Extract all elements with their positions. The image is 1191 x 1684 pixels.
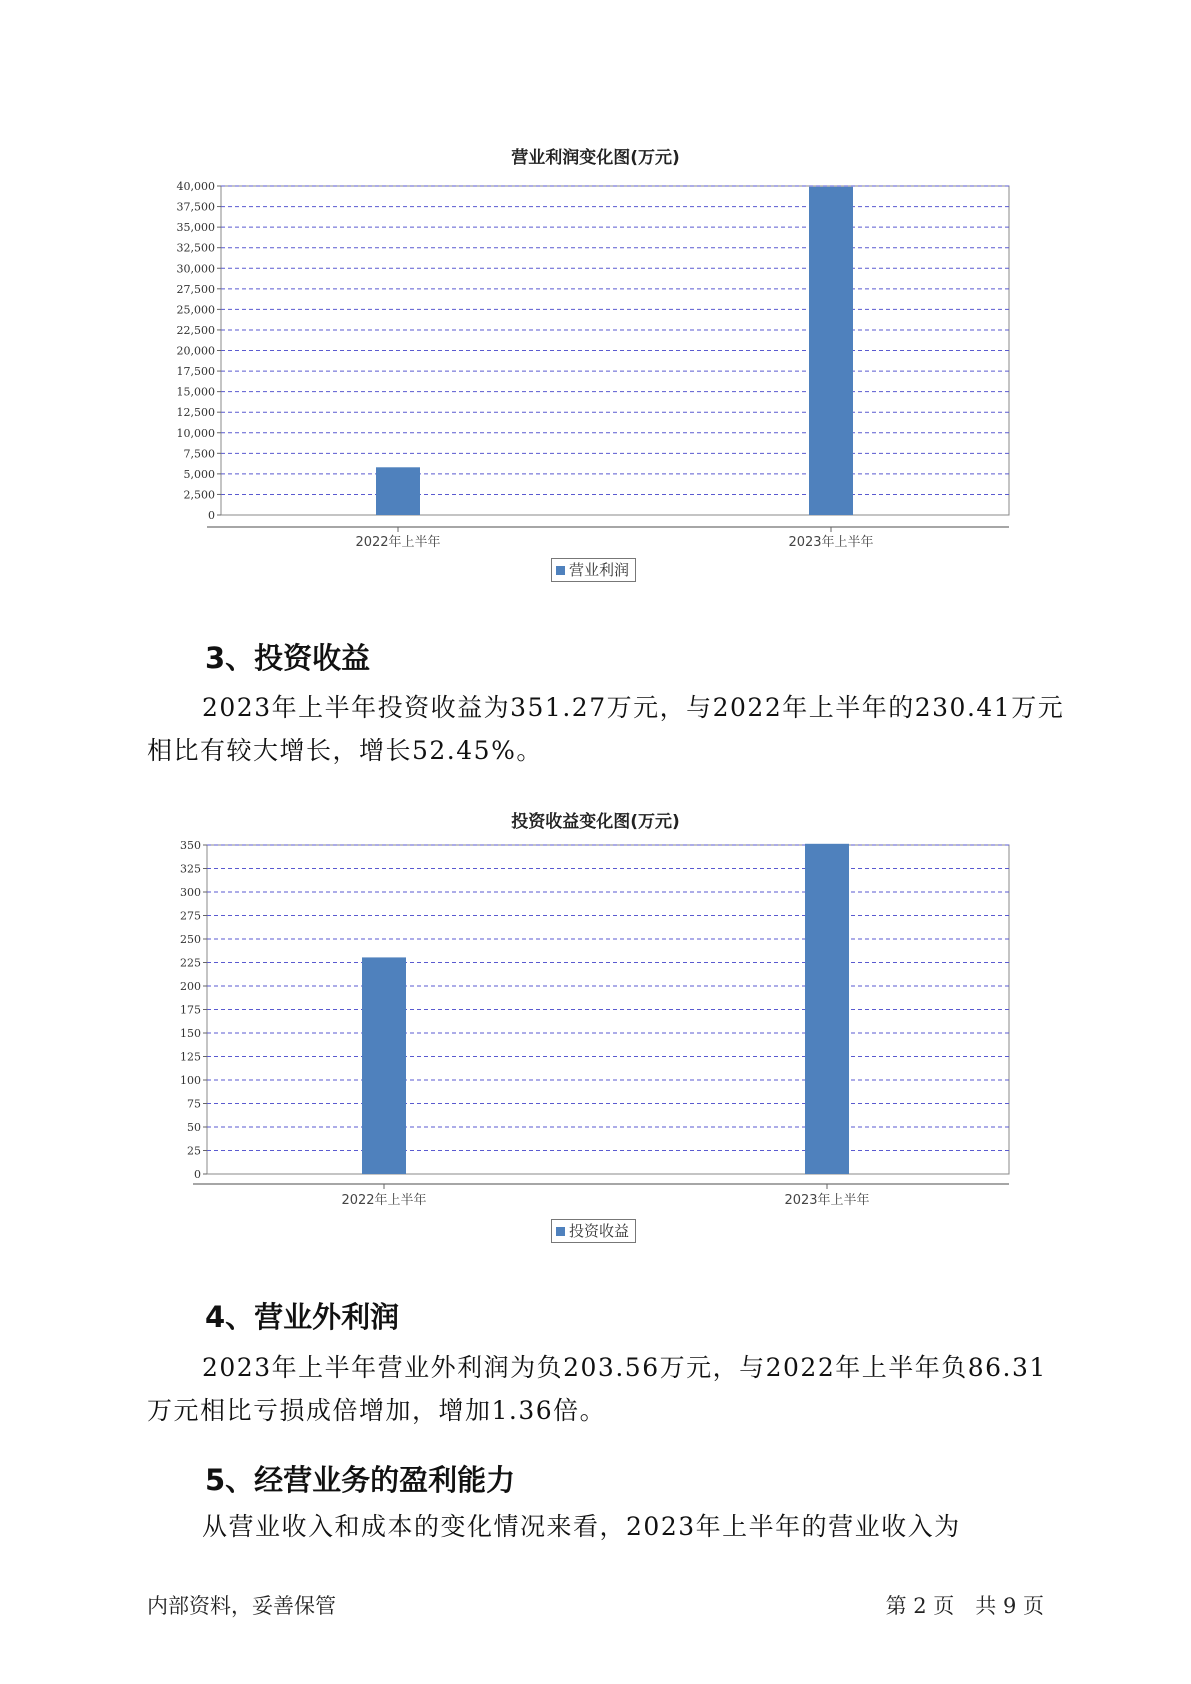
chart1-legend-label: 营业利润 — [569, 561, 630, 579]
y-tick-label: 22,500 — [176, 323, 215, 337]
y-tick-label: 10,000 — [176, 426, 215, 440]
y-tick-label: 100 — [180, 1074, 201, 1087]
chart1-title: 营业利润变化图(万元) — [511, 148, 680, 168]
y-tick-label: 300 — [180, 886, 201, 899]
y-tick-label: 0 — [208, 509, 215, 522]
chart2-legend-label: 投资收益 — [569, 1222, 630, 1240]
section3-paragraph: 2023年上半年投资收益为351.27万元，与2022年上半年的230.41万元相比有较大增长，增长52.45%。 — [147, 693, 1065, 765]
y-tick-label: 40,000 — [176, 180, 215, 193]
y-tick-label: 150 — [180, 1027, 201, 1040]
section4-heading: 4、营业外利润 — [205, 1300, 400, 1334]
x-tick-label: 2022年上半年 — [355, 535, 441, 550]
chart2-legend — [551, 1219, 636, 1243]
y-tick-label: 5,000 — [183, 467, 215, 481]
y-tick-label: 125 — [180, 1050, 201, 1064]
y-tick-label: 200 — [180, 980, 201, 993]
y-tick-label: 37,500 — [176, 200, 215, 214]
y-tick-label: 175 — [180, 1003, 201, 1017]
y-tick-label: 15,000 — [176, 385, 215, 399]
bar-2023 — [805, 844, 849, 1174]
y-tick-label: 30,000 — [176, 262, 215, 276]
y-tick-label: 20,000 — [176, 344, 215, 358]
y-tick-label: 35,000 — [176, 221, 215, 235]
y-tick-label: 275 — [180, 909, 201, 923]
page-number: 第 2 页 共 9 页 — [885, 1594, 1044, 1618]
y-tick-label: 27,500 — [176, 282, 215, 296]
legend-swatch-icon — [556, 1227, 565, 1236]
y-tick-label: 7,500 — [183, 447, 215, 461]
y-tick-label: 325 — [180, 862, 201, 876]
y-tick-label: 75 — [187, 1097, 201, 1111]
x-tick-label: 2022年上半年 — [341, 1193, 427, 1208]
y-tick-label: 250 — [180, 933, 201, 946]
y-tick-label: 25,000 — [176, 303, 215, 317]
section3-heading: 3、投资收益 — [205, 641, 371, 675]
y-tick-label: 350 — [180, 839, 201, 852]
footer-note: 内部资料，妥善保管 — [147, 1594, 336, 1618]
y-tick-label: 25 — [187, 1144, 201, 1158]
x-tick-label: 2023年上半年 — [784, 1193, 870, 1208]
y-tick-label: 0 — [194, 1168, 201, 1181]
bar-2022 — [362, 957, 406, 1174]
y-tick-label: 12,500 — [176, 406, 215, 420]
y-tick-label: 50 — [187, 1121, 201, 1134]
chart2-title: 投资收益变化图(万元) — [511, 812, 680, 832]
section4-paragraph: 2023年上半年营业外利润为负203.56万元，与2022年上半年负86.31万元相比亏损成倍增加，增加1.36倍。 — [147, 1353, 1047, 1425]
section5-heading: 5、经营业务的盈利能力 — [205, 1463, 516, 1497]
y-tick-label: 2,500 — [183, 488, 215, 502]
y-tick-label: 225 — [180, 956, 201, 970]
y-tick-label: 32,500 — [176, 241, 215, 255]
x-tick-label: 2023年上半年 — [788, 535, 874, 550]
section5-paragraph: 从营业收入和成本的变化情况来看，2023年上半年的营业收入为 — [202, 1512, 961, 1541]
y-tick-label: 17,500 — [176, 365, 215, 379]
